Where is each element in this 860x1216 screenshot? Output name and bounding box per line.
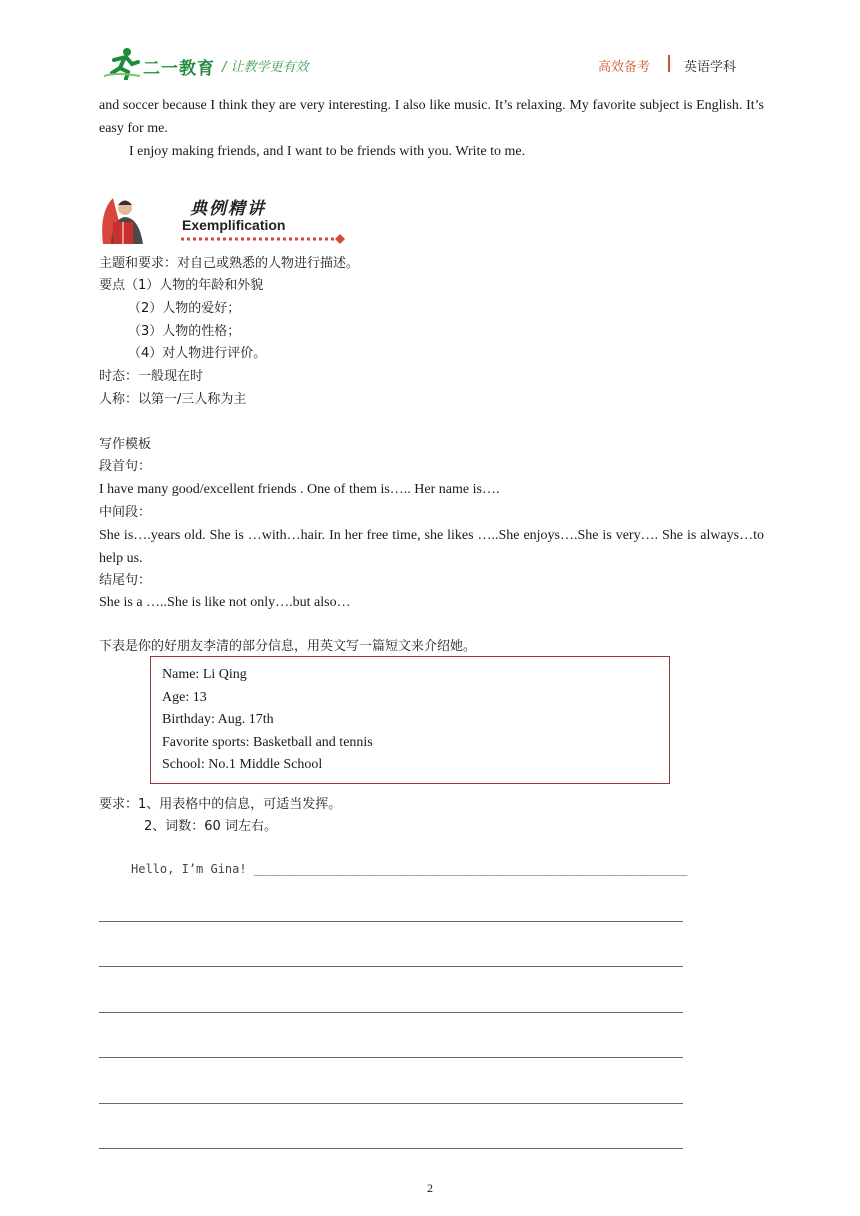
key-point-3: （3）人物的性格； (128, 324, 241, 339)
runner-logo-icon (104, 46, 142, 80)
answer-line[interactable] (99, 1012, 683, 1013)
info-name: Name: Li Qing (162, 667, 247, 682)
banner-title: 典例精讲 (190, 199, 266, 219)
answer-start: Hello, I’m Gina! ____________________________________________________________ (131, 862, 688, 876)
topic-requirement: 主题和要求：对自己或熟悉的人物进行描述。 (99, 256, 360, 271)
middle-label: 中间段： (99, 505, 152, 520)
person-requirement: 人称：以第一/三人称为主 (99, 392, 247, 407)
key-point-2: （2）人物的爱好； (128, 301, 241, 316)
brand-name: 二一教育 (143, 59, 215, 79)
intro-paragraph: and soccer because I think they are very interesting. I also like music. It’s relaxing. My favorite subject is English. It’s easy for me. (99, 98, 764, 136)
answer-line[interactable] (99, 1057, 683, 1058)
info-school: School: No.1 Middle School (162, 757, 323, 772)
answer-line[interactable] (99, 966, 683, 967)
header-divider (668, 55, 670, 72)
opening-label: 段首句： (99, 459, 152, 474)
opening-text: I have many good/excellent friends . One of them is….. Her name is…. (99, 482, 500, 497)
tense-requirement: 时态：一般现在时 (99, 369, 204, 384)
intro-paragraph-last: I enjoy making friends, and I want to be friends with you. Write to me. (129, 144, 526, 159)
ending-label: 结尾句： (99, 573, 152, 588)
exam-label: 高效备考 (598, 60, 651, 75)
subject-label: 英语学科 (684, 60, 737, 75)
task-instruction: 下表是你的好朋友李清的部分信息，用英文写一篇短文来介绍她。 (99, 639, 477, 654)
answer-line[interactable] (99, 921, 683, 922)
requirement-2: 2、词数：60 词左右。 (144, 819, 277, 834)
requirement-1: 要求：1、用表格中的信息，可适当发挥。 (99, 797, 342, 812)
answer-line[interactable] (99, 1148, 683, 1149)
info-box (150, 656, 670, 784)
ending-text: She is a …..She is like not only….but also… (99, 595, 351, 610)
banner-subtitle: Exemplification (182, 217, 286, 233)
middle-text: She is….years old. She is …with…hair. In her free time, she likes …..She enjoys….She is very…. She is always…to help us. (99, 528, 764, 566)
slogan: / 让教学更有效 (222, 60, 309, 75)
info-favorite-sports: Favorite sports: Basketball and tennis (162, 735, 373, 750)
template-heading: 写作模板 (99, 437, 152, 452)
key-point-4: （4）对人物进行评价。 (128, 346, 267, 361)
info-birthday: Birthday: Aug. 17th (162, 712, 274, 727)
info-age: Age: 13 (162, 690, 207, 705)
page-number: 2 (427, 1181, 433, 1195)
key-point-1: 要点（1）人物的年龄和外貌 (99, 278, 264, 293)
answer-line[interactable] (99, 1103, 683, 1104)
